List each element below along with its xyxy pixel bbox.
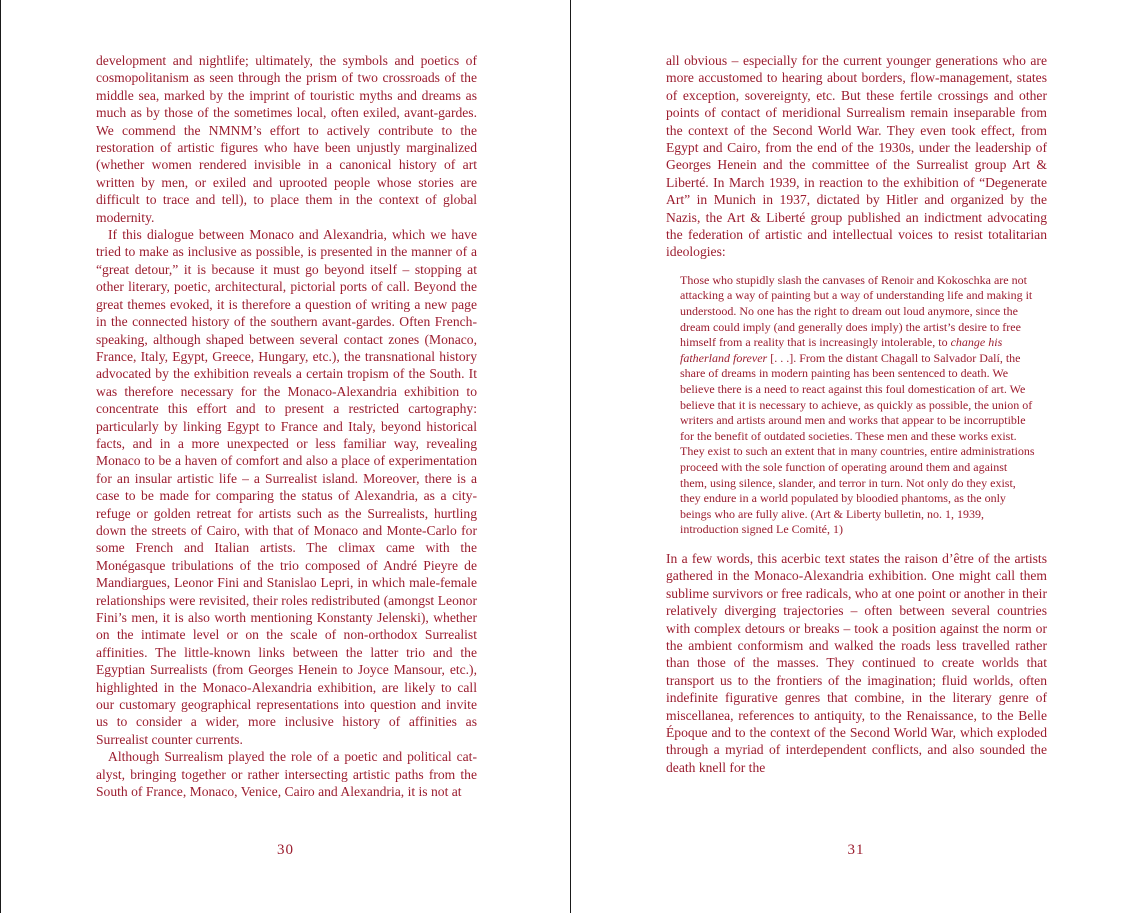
- right-page: [571, 0, 1141, 913]
- left-paragraph-2: If this dialogue between Monaco and Alexandria, which we have tried to make as inclusive as possible, is presented in the manner of a “great detour,” it is because it must go beyond itself – stopping at other literary, poetic, architectural, pictorial ports of call. Beyond the great themes evoked, it is therefore a question of writing a new page in the connected history of the southern avant-gardes. Often French-speaking, although shaped between several contact zones (Monaco, France, Italy, Egypt, Greece, Hungary, etc.), the transnational history advocated by the exhibition reveals a certain tropism of the South. It was therefore necessary for the Monaco-Alexandria exhibition to concentrate this effort and to present a restricted cartography: particularly by linking Egypt to France and Italy, beyond historical facts, and in a more unexpected or less familiar way, revealing Monaco to be a haven of comfort and also a place of experimentation for an insular artistic life – a Surrealist island. Moreover, there is a case to be made for comparing the status of Alexandria, as a city-refuge or golden retreat for artists such as the Surrealists, hurtling down the streets of Cairo, with that of Monaco and Monte-Carlo for some French and Italian artists. The climax came with the Monégasque tribulations of the trio composed of André Pieyre de Mandiargues, Leonor Fini and Stanislao Lepri, in which male-female relationships were revisited, their roles redistributed (amongst Leonor Fini’s men, it is also worth mentioning Konstanty Jelenski), whether on the intimate level or on the scale of non-orthodox Surrealist affinities. The little-known links between the latter trio and the Egyptian Surrealists (from Georges Henein to Joyce Mansour, etc.), highlighted in the Monaco-Alexandria exhibition, are likely to call our customary geographical representations into question and invite us to consider a wider, more inclusive history of affinities as Surrealist counter currents.: [96, 227, 477, 747]
- right-outro-paragraph: In a few words, this acerbic text states the raison d’être of the artists gathered in the Monaco-Alexandria exhibition. One might call them sublime survivors or free radicals, who at one point or another in their relatively diverging trajectories – often between several countries with complex detours or breaks – took a position against the norm or the ambient conformism and walked the roads less travelled rather than those of the masses. They continued to create worlds that transport us to the frontiers of the imagination; fluid worlds, often indefinite figurative genres that combine, in the literary genre of miscellanea, references to antiquity, to the Renaissance, to the Belle Époque and to the context of the Second World War, which exploded through a myriad of interdependent conflicts, and also sounded the death knell for the: [666, 550, 1047, 775]
- right-page-number: 31: [847, 842, 865, 858]
- quote-text-after: [. . .]. From the distant Chagall to Salvador Dalí, the share of dreams in modern painting has been sentenced to death. We believe there is a need to react against this foul domestication of art. We believe that it is necessary to achieve, as quickly as possible, the union of writers and artists around men and works that appear to be incorruptible for the benefit of outdated societies. These men and these works exist. They exist to such an extent that in many countries, entire administrations proceed with the sole function of operating around them and against them, using silence, slander, and terror in turn. Not only do they exist, they endure in a world populated by bloodied phantoms, as the only beings who are fully alive. (Art & Liberty bulletin, no. 1, 1939, introduction signed Le Comité, 1): [680, 350, 1035, 537]
- right-text-block: [666, 52, 1047, 776]
- left-paragraph-1: development and nightlife; ultimately, the symbols and poetics of cosmopolitanism as seen through the prism of two crossroads of the middle sea, marked by the imprint of touristic myths and dreams as much as by those of the sometimes local, often exiled, avant-gardes. We commend the NMNM’s effort to actively contribute to the restoration of artistic figures who have been unjustly marginalized (whether women rendered invisible in a canonical history of art written by men, or exiled and uprooted people whose stories are difficult to trace and tell), to place them in the context of global modernity.: [96, 53, 477, 225]
- block-quote: [680, 273, 1037, 538]
- quote-italic-text: change his fatherland forever: [680, 335, 1003, 365]
- quote-text-before: Those who stupidly slash the canvases of Renoir and Kokoschka are not attacking a way of painting but a way of understanding life and making it understood. No one has the right to dream out loud anymore, since the dream could imply (and generally does imply) the artist’s desire to free himself from a reality that is increasingly intolerable, to: [680, 272, 1033, 350]
- left-paragraph-3: Although Surrealism played the role of a poetic and political catalyst, bringing together or rather intersecting artistic paths from the South of France, Monaco, Venice, Cairo and Alexandria, it is not at: [96, 749, 477, 800]
- left-page: [0, 0, 570, 913]
- left-text-block: [96, 52, 477, 800]
- left-page-number: 30: [277, 842, 294, 858]
- right-intro-paragraph: all obvious – especially for the current younger generations who are more accustomed to hearing about borders, flow-management, states of exception, sovereignty, etc. But these fertile crossings and other points of contact of meridional Surrealism remain inseparable from the context of the Second World War. They even took effect, from Egypt and Cairo, from the end of the 1930s, under the leadership of Georges Henein and the committee of the Surrealist group Art & Liberté. In March 1939, in reaction to the exhibition of “Degenerate Art” in Munich in 1937, dictated by Hitler and organized by the Nazis, the Art & Liberté group published an indictment advocating the federation of artistic and intellectual voices to resist totalitarian ideologies:: [666, 53, 1047, 260]
